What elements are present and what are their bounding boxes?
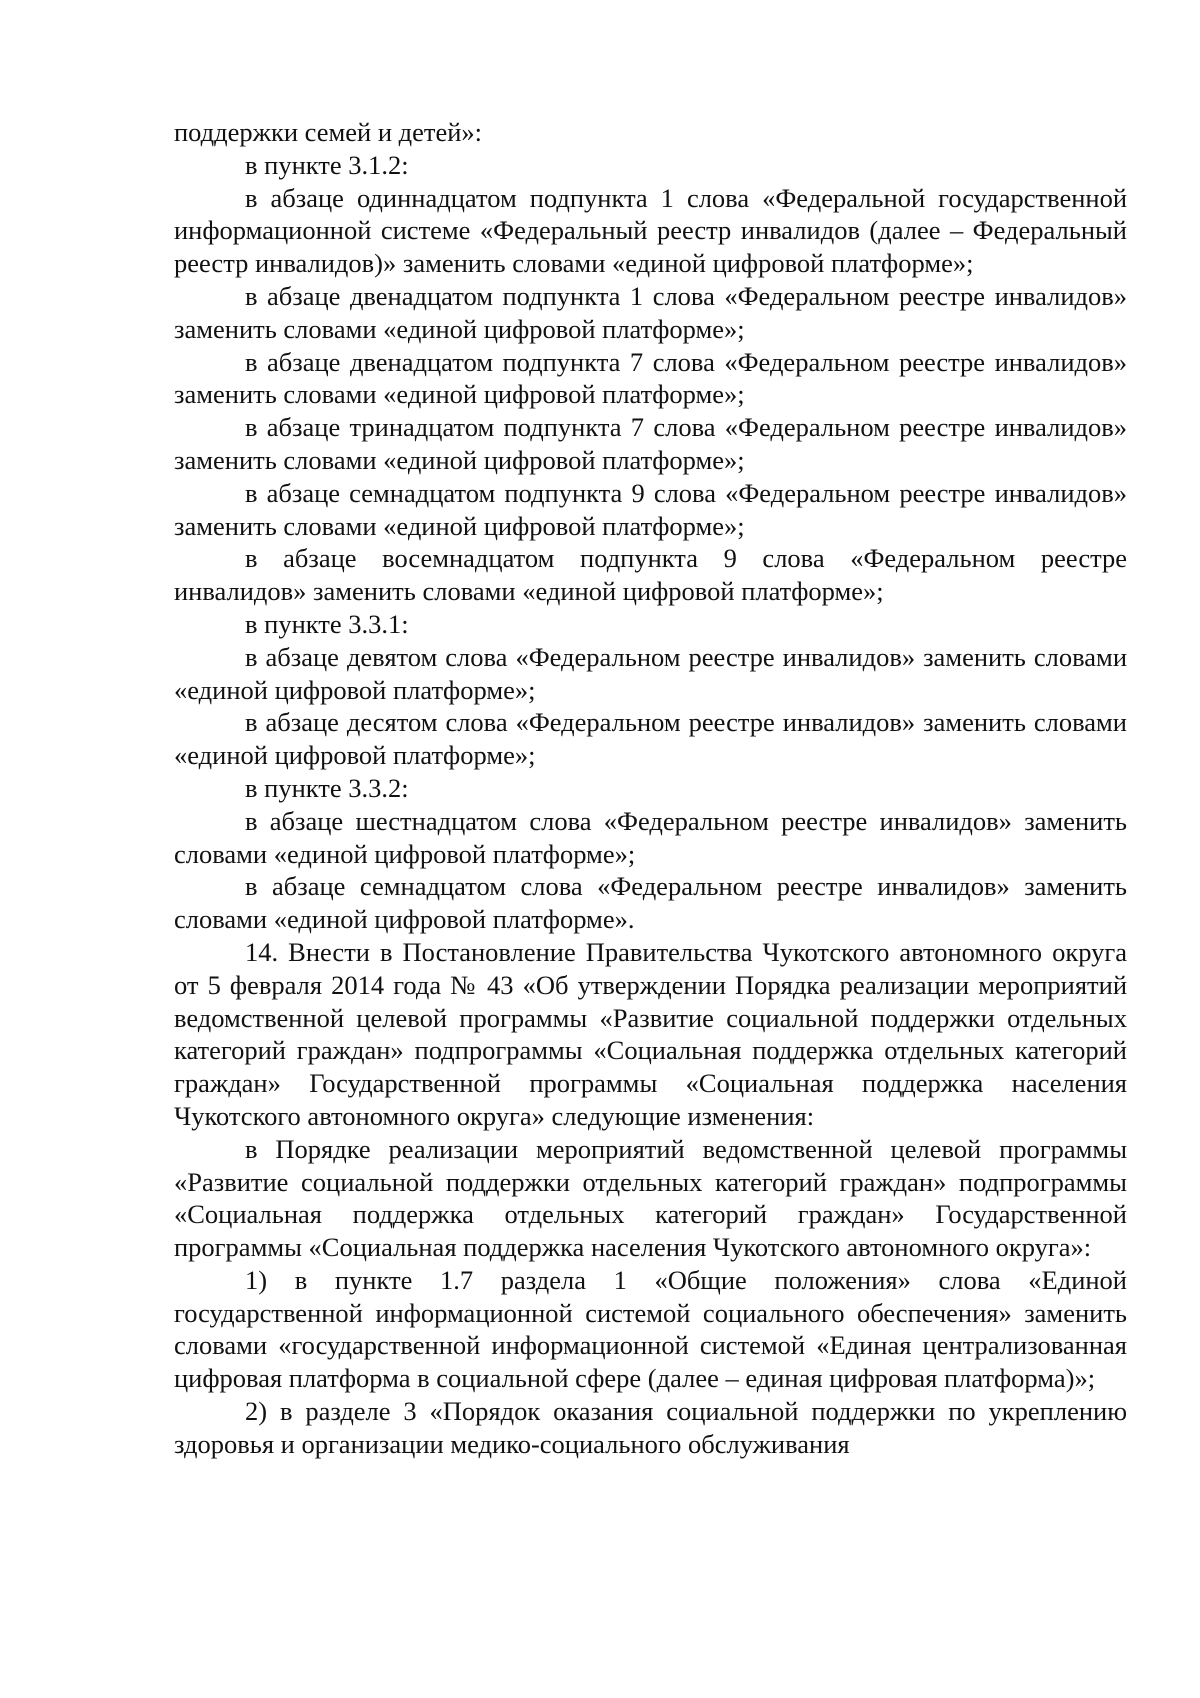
paragraph-amendment: в абзаце двенадцатом подпункта 1 слова «Федеральном реестре инвалидов» заменить словами «единой цифровой платформе»; [174,280,1127,344]
paragraph-amendment: в абзаце семнадцатом подпункта 9 слова «Федеральном реестре инвалидов» заменить словами «единой цифровой платформе»; [174,477,1127,541]
paragraph-point-3-3-2: в пункте 3.3.2: [245,772,409,803]
paragraph-amendment: в абзаце одиннадцатом подпункта 1 слова «Федеральной государственной информационной системе «Федеральный реестр инвалидов (далее – Федеральный реестр инвалидов)» заменить словами «единой цифровой платформе»; [174,182,1127,279]
paragraph-amendment: в абзаце десятом слова «Федеральном реестре инвалидов» заменить словами «единой цифровой платформе»; [174,707,1127,771]
paragraph-point-3-1-2: в пункте 3.1.2: [245,149,409,180]
paragraph-point-3-3-1: в пункте 3.3.1: [245,608,409,639]
paragraph-continuation: поддержки семей и детей»: [174,117,483,147]
paragraph-subitem-2: 2) в разделе 3 «Порядок оказания социальной поддержки по укреплению здоровья и организации медико-социального обслуживания [174,1396,1127,1459]
paragraph-item-14: 14. Внести в Постановление Правительства Чукотского автономного округа от 5 февраля 2014 года № 43 «Об утверждении Порядка реализации мероприятий ведомственной целевой программы «Развитие социальной поддержки отдельных категорий граждан» подпрограммы «Социальная поддержка отдельных категорий граждан» Государственной программы «Социальная поддержка населения Чукотского автономного округа» следующие изменения: [174,936,1127,1131]
paragraph-amendment: в абзаце шестнадцатом слова «Федеральном реестре инвалидов» заменить словами «единой цифровой платформе»; [174,805,1127,869]
paragraph-amendment: в абзаце девятом слова «Федеральном реестре инвалидов» заменить словами «единой цифровой платформе»; [174,641,1127,705]
paragraph-amendment: в абзаце семнадцатом слова «Федеральном реестре инвалидов» заменить словами «единой цифровой платформе». [174,871,1127,935]
paragraph-amendment: в абзаце двенадцатом подпункта 7 слова «Федеральном реестре инвалидов» заменить словами «единой цифровой платформе»; [174,346,1127,410]
paragraph-amendment: в абзаце тринадцатом подпункта 7 слова «Федеральном реестре инвалидов» заменить словами «единой цифровой платформе»; [174,412,1127,475]
paragraph-subitem-1: 1) в пункте 1.7 раздела 1 «Общие положения» слова «Единой государственной информационной системой социального обеспечения» заменить словами «государственной информационной системой «Единая централизованная цифровая платформа в социальной сфере (далее – единая цифровая платформа)»; [174,1264,1127,1394]
paragraph-amendment: в абзаце восемнадцатом подпункта 9 слова «Федеральном реестре инвалидов» заменить словами «единой цифровой платформе»; [174,543,1127,607]
document-body [174,116,1127,1461]
paragraph-procedure: в Порядке реализации мероприятий ведомственной целевой программы «Развитие социальной поддержки отдельных категорий граждан» подпрограммы «Социальная поддержка отдельных категорий граждан» Государственной программы «Социальная поддержка населения Чукотского автономного округа»: [174,1133,1127,1263]
